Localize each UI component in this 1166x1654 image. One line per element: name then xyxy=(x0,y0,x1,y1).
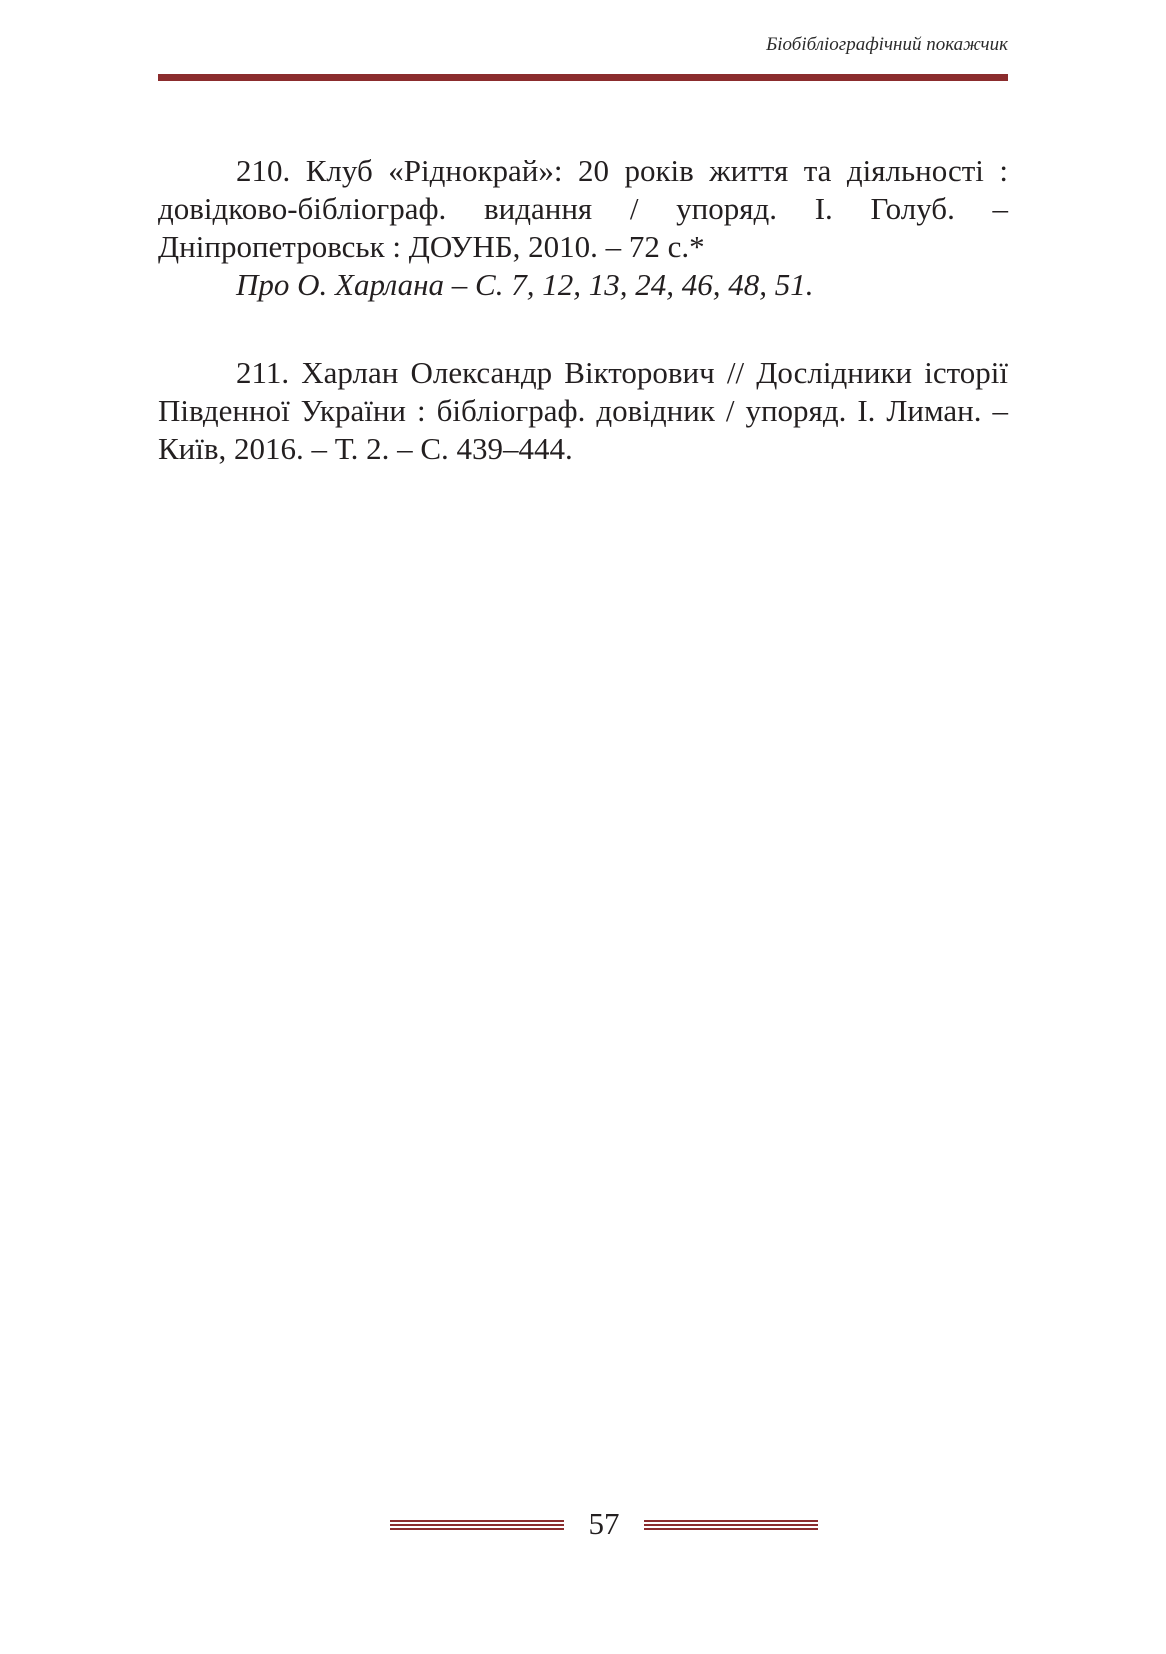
entry-210-note: Про О. Харлана – С. 7, 12, 13, 24, 46, 48, 51. xyxy=(236,267,814,302)
bibliography-entry-211 xyxy=(158,354,1008,468)
page-number: 57 xyxy=(588,1506,620,1541)
entry-210-text: 210. Клуб «Ріднокрай»: 20 років життя та діяльності : довідково-бібліограф. видання / упоряд. І. Голуб. – Дніпропетровськ : ДОУНБ, 2010. – 72 с.* xyxy=(158,153,1008,264)
running-header: Біобібліографічний покажчик xyxy=(766,34,1008,55)
entry-211-text: 211. Харлан Олександр Вікторович // Дослідники історії Південної України : бібліограф. довідник / упоряд. І. Лиман. – Київ, 2016. – Т. 2. – С. 439–444. xyxy=(158,355,1008,466)
page-footer xyxy=(390,1505,818,1545)
header-rule xyxy=(158,74,1008,81)
footer-rule-right xyxy=(644,1520,818,1532)
bibliography-entry-210 xyxy=(158,152,1008,304)
